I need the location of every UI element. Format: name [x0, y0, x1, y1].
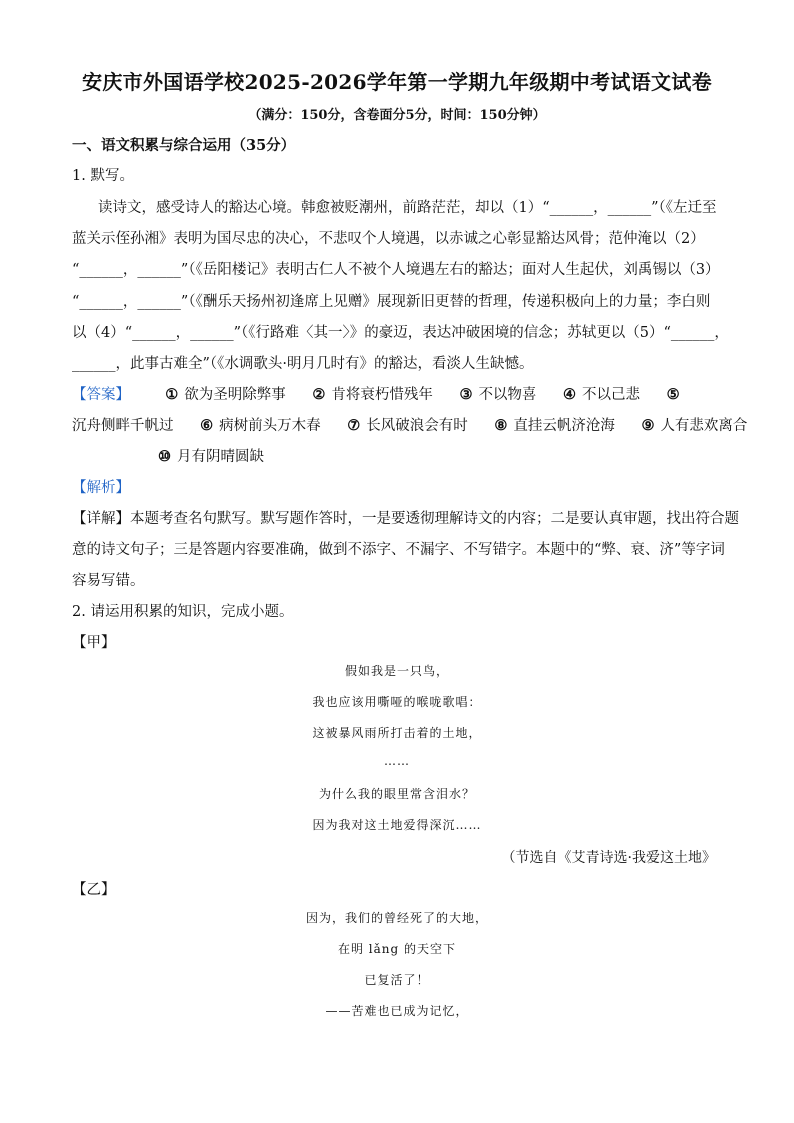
poem-source: （节选自《艾青诗选·我爱这土地》	[501, 850, 716, 866]
answer-item: ⑤	[666, 386, 680, 403]
poem-line: 为什么我的眼里常含泪水？	[318, 787, 475, 801]
answer-item: ⑧ 直挂云帆济沧海	[494, 417, 615, 434]
answer-item: ① 欲为圣明除弊事	[165, 386, 286, 403]
answer-item: 沉舟侧畔千帆过	[72, 418, 174, 434]
poem-label-jia: 【甲】	[72, 635, 116, 651]
answer-row	[72, 445, 286, 466]
answer-item: ⑦ 长风破浪会有时	[347, 417, 468, 434]
answer-item: ⑨ 人有悲欢离合	[641, 417, 748, 434]
answer-item: ② 肯将衰朽惜残年	[312, 386, 433, 403]
answer-item: ⑥ 病树前头万木春	[200, 417, 321, 434]
poem-line: ……	[384, 754, 410, 768]
question-1-title: 1. 默写。	[72, 168, 134, 184]
detail-line: 意的诗文句子；三是答题内容要准确，做到不添字、不漏字、不写错字。本题中的“弊、衰、济”等字词	[72, 542, 725, 558]
answer-row	[72, 414, 747, 435]
poem-line: 在明 lǎng 的天空下	[337, 942, 457, 956]
poem-line: 这被暴风雨所打击着的土地，	[312, 726, 482, 740]
poem-line: ——苦难也已成为记忆，	[325, 1004, 469, 1018]
question-1-text-line: 蓝关示侄孙湘》表明为国尽忠的决心，不悲叹个人境遇，以赤诚之心彰显豁达风骨；范仲淹以（2）	[72, 231, 705, 247]
answer-item: ④ 不以己悲	[563, 386, 641, 403]
question-1-text-line: 以（4）“______，______”（《行路难〈其一〉》的豪迈，表达冲破困境的信念；苏轼更以（5）“______，	[72, 325, 729, 341]
section-heading: 一、语文积累与综合运用（35分）	[72, 137, 296, 154]
answer-row	[72, 383, 708, 404]
question-1-text-line: “______，______”（《岳阳楼记》表明古仁人不被个人境遇左右的豁达；面对人生起伏，刘禹锡以（3）	[72, 262, 720, 278]
poem-label-yi: 【乙】	[72, 882, 116, 898]
answer-item: ③ 不以物喜	[459, 386, 537, 403]
detail-tag: 【详解】	[72, 511, 130, 527]
question-1-text-line: “______，______”（《酬乐天扬州初逢席上见赠》展现新旧更替的哲理，传递积极向上的力量；李白则	[72, 294, 711, 310]
page-title: 安庆市外国语学校2025-2026学年第一学期九年级期中考试语文试卷	[82, 70, 712, 94]
analysis-tag: 【解析】	[72, 480, 130, 496]
poem-line: 假如我是一只鸟，	[344, 664, 449, 678]
poem-line: 因为我对这土地爱得深沉……	[312, 818, 482, 832]
question-1-text-line: ______，此事古难全”（《水调歌头·明月几时有》的豁达，看淡人生缺憾。	[72, 356, 534, 372]
poem-line: 已复活了！	[364, 973, 430, 987]
poem-line: 因为，我们的曾经死了的大地，	[305, 911, 488, 925]
question-1-text-line: 读诗文，感受诗人的豁达心境。韩愈被贬潮州，前路茫茫，却以（1）“______，______”（《左迁至	[98, 200, 717, 216]
answer-tag: 【答案】	[72, 387, 130, 403]
question-2-title: 2. 请运用积累的知识，完成小题。	[72, 604, 294, 620]
page-subtitle: （满分：150分，含卷面分5分，时间：150分钟）	[248, 108, 546, 123]
detail-line: 容易写错。	[72, 573, 145, 589]
detail-line: 【详解】本题考查名句默写。默写题作答时，一是要透彻理解诗文的内容；二是要认真审题，找出符合题	[72, 511, 739, 527]
answer-item: ⑩ 月有阴晴圆缺	[158, 448, 264, 465]
poem-line: 我也应该用嘶哑的喉咙歌唱：	[312, 695, 482, 709]
